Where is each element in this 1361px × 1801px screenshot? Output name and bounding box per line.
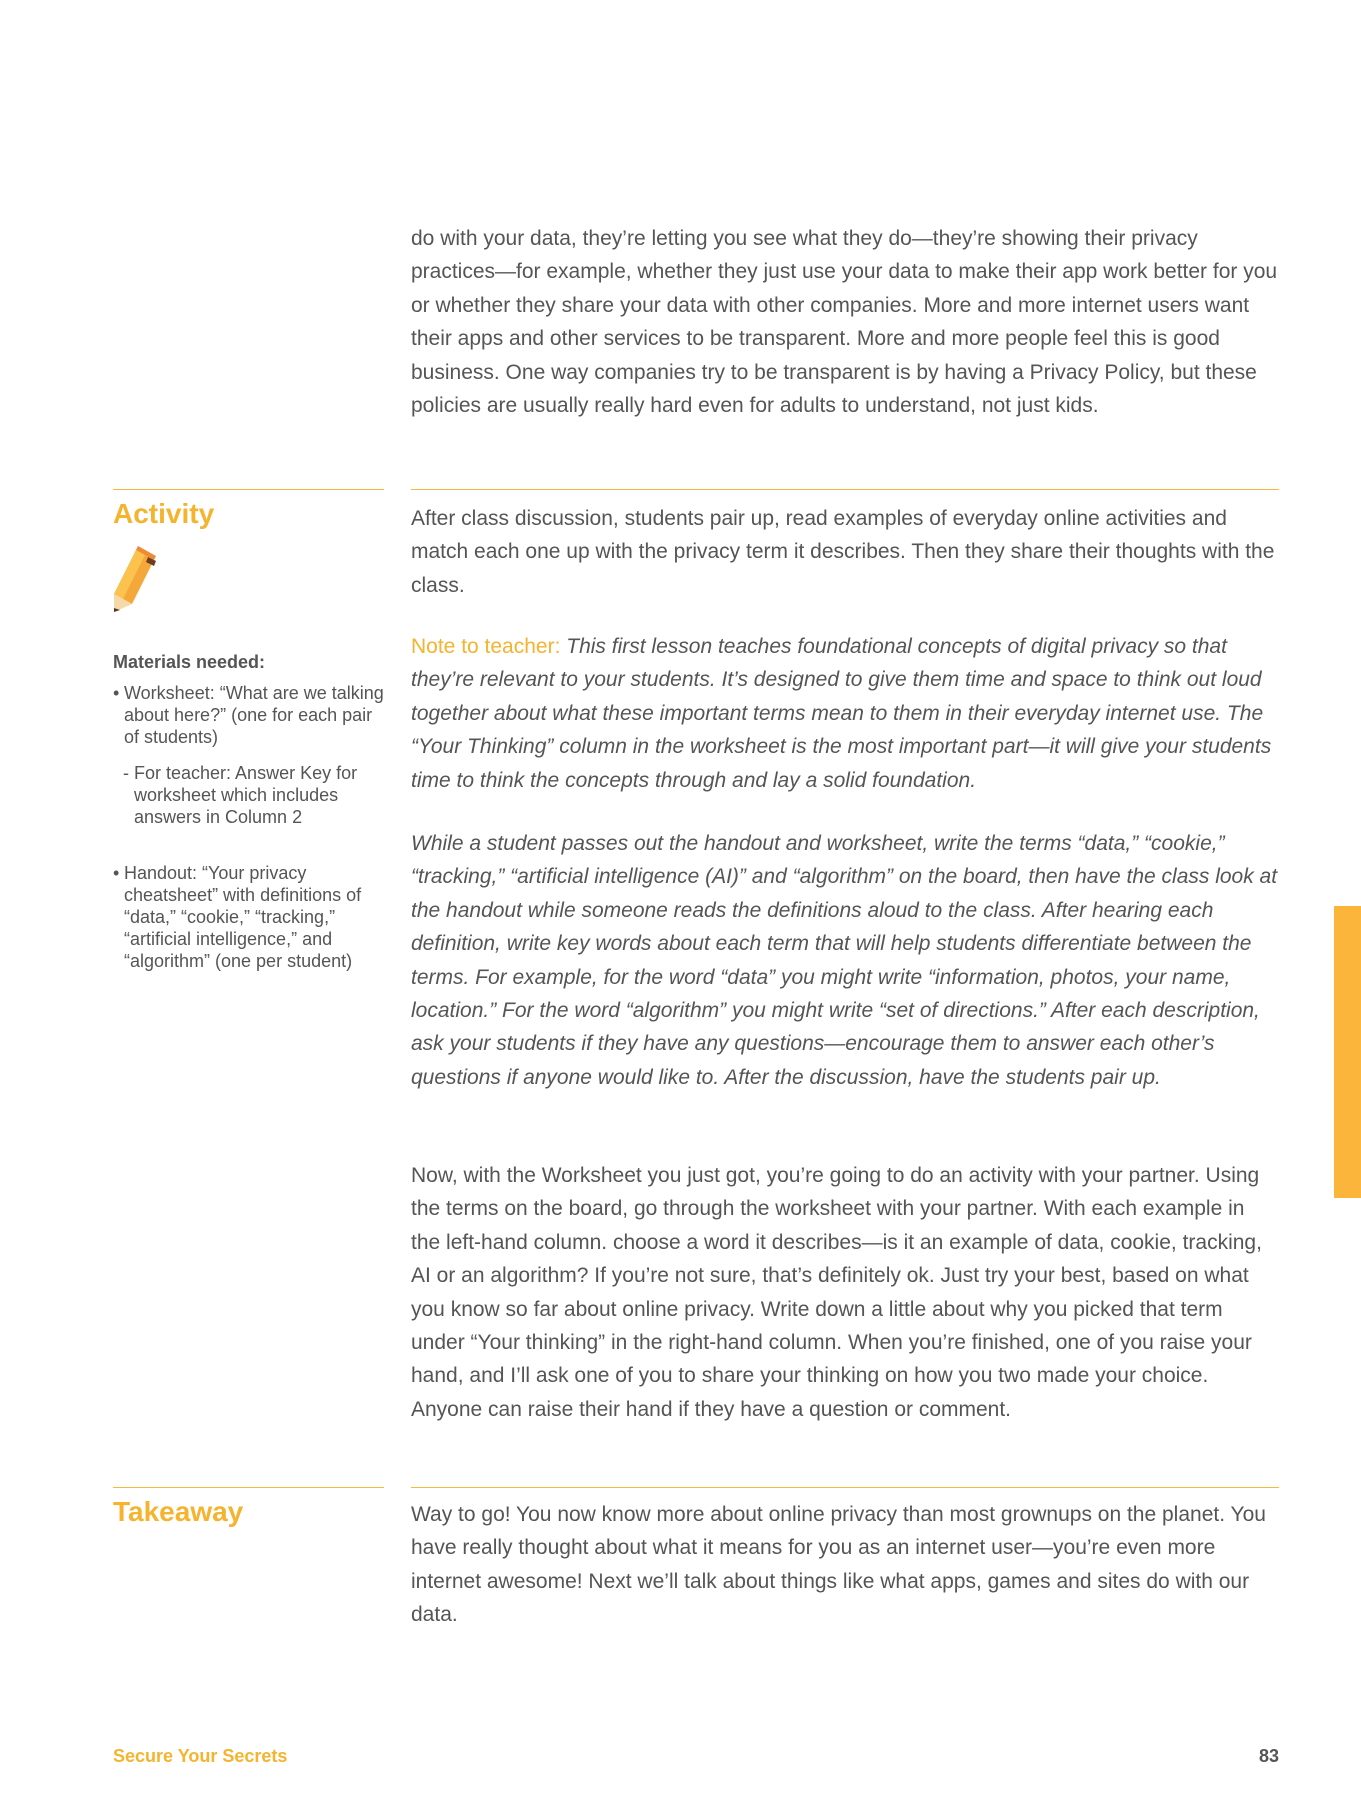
materials-item-text: For teacher: Answer Key for worksheet which includes answers in Column 2 <box>134 763 358 827</box>
takeaway-heading: Takeaway <box>113 1496 244 1527</box>
note-to-teacher-paragraph <box>411 630 1279 797</box>
takeaway-rule-right <box>411 1487 1279 1488</box>
footer-section-title: Secure Your Secrets <box>113 1746 288 1766</box>
takeaway-rule-left <box>113 1487 384 1488</box>
materials-title: Materials needed: <box>113 652 266 672</box>
activity-rule-right <box>411 489 1279 490</box>
activity-paragraph-1: After class discussion, students pair up, read examples of everyday online activities and match each one up with the privacy term it describes. Then they share their thoughts with the class. <box>411 507 1275 597</box>
activity-rule-left <box>113 489 384 490</box>
materials-item-answer-key <box>113 762 388 828</box>
materials-item-worksheet <box>113 682 388 748</box>
bullet-marker: • <box>113 683 120 703</box>
dash-marker: - <box>123 763 129 783</box>
materials-item-handout <box>113 862 388 972</box>
materials-item-text: Handout: “Your privacy cheatsheet” with definitions of “data,” “cookie,” “tracking,” “artificial intelligence,” and “algorithm” (one per student) <box>124 863 362 971</box>
intro-paragraph: do with your data, they’re letting you see what they do—they’re showing their privacy practices—for example, whether they just use your data to make their app work better for you or whether they share your data with other companies. More and more internet users want their apps and other services to be transparent. More and more people feel this is good business. One way companies try to be transparent is by having a Privacy Policy, but these policies are usually really hard even for adults to understand, not just kids. <box>411 227 1278 418</box>
activity-paragraph-4: Now, with the Worksheet you just got, you’re going to do an activity with your partner. Using the terms on the board, go through the worksheet with your partner. With each example in the left-hand column. choose a word it describes—is it an example of data, cookie, tracking, AI or an algorithm? If you’re not sure, that’s definitely ok. Just try your best, based on what you know so far about online privacy. Write down a little about why you picked that term under “Your thinking” in the right-hand column. When you’re finished, one of you raise your hand, and I’ll ask one of you to share your thinking on how you two made your choice. Anyone can raise their hand if they have a question or comment. <box>411 1164 1262 1421</box>
activity-paragraph-3: While a student passes out the handout and worksheet, write the terms “data,” “cookie,” “tracking,” “artificial intelligence (AI)” and “algorithm” on the board, then have the class look at the handout while someone reads the definitions aloud to the class. After hearing each definition, write key words about each term that will help students differentiate between the terms. For example, for the word “data” you might write “information, photos, your name, location.” For the word “algorithm” you might write “set of directions.” After each description, ask your students if they have any questions—encourage them to answer each other’s questions if anyone would like to. After the discussion, have the students pair up. <box>411 832 1278 1089</box>
materials-item-text: Worksheet: “What are we talking about here?” (one for each pair of students) <box>124 683 384 747</box>
activity-heading: Activity <box>113 498 215 529</box>
note-label: Note to teacher: <box>411 635 561 658</box>
takeaway-paragraph: Way to go! You now know more about online privacy than most grownups on the planet. You have really thought about what it means for you as an internet user—you’re even more internet awesome! Next we’ll talk about things like what apps, games and sites do with our data. <box>411 1503 1266 1627</box>
page-number: 83 <box>1258 1746 1279 1766</box>
pencil-icon <box>110 546 162 614</box>
bullet-marker: • <box>113 863 120 883</box>
note-text: This first lesson teaches foundational concepts of digital privacy so that they’re relevant to your students. It’s designed to give them time and space to think out loud together about what these important terms mean to them in their everyday internet use. The “Your Thinking” column in the worksheet is the most important part—it will give your students time to think the concepts through and lay a solid foundation. <box>411 635 1272 792</box>
section-side-tab <box>1334 906 1361 1198</box>
